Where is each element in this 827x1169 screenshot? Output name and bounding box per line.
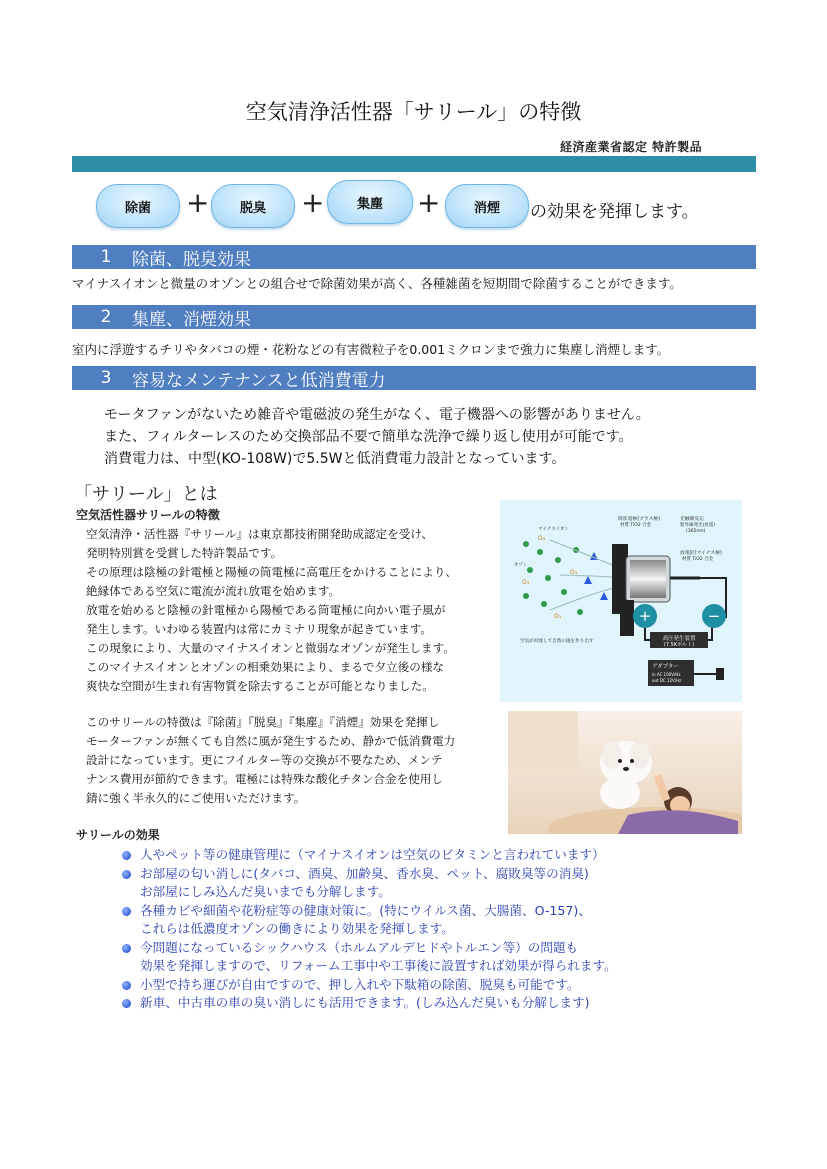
bullet-icon [122, 907, 131, 916]
paragraph-line: このマイナスイオンとオゾンの相乗効果により、まるで夕立後の様な [86, 660, 445, 674]
benefit-line: お部屋の匂い消しに(タバコ、酒臭、加齢臭、香水臭、ペット、腐敗臭等の消臭) [140, 865, 589, 881]
section-3-line: また、フィルターレスのため交換部品不要で簡単な洗浄で繰り返し使用が可能です。 [104, 429, 633, 445]
paragraph-line: 錆に強く半永久的にご使用いただけます。 [86, 791, 306, 805]
benefit-line: お部屋にしみ込んだ臭いまでも分解します。 [140, 884, 391, 899]
paragraph-line: ナンス費用が節約できます。電極には特殊な酸化チタン合金を使用し [86, 772, 443, 786]
plus-label: + [638, 607, 652, 625]
section-title: 除菌、脱臭効果 [132, 249, 251, 270]
needle-material-label: 材質 TiO2 合金 [682, 557, 714, 562]
benefit-line: 今問題になっているシックハウス（ホルムアルデヒドやトルエン等）の問題も [140, 939, 579, 955]
photo-illustration [508, 711, 742, 834]
wind-label: 空気が対流して自然の風を作り出す [520, 639, 594, 644]
benefits-heading: サリールの効果 [76, 828, 160, 842]
paragraph-line: 発生します。いわゆる装置内は常にカミナリ現象が起きています。 [86, 622, 432, 636]
photo-girl-with-dog [508, 711, 742, 834]
benefit-line: 新車、中古車の車の臭い消しにも活用できます。(しみ込んだ臭いも分解します) [140, 995, 590, 1010]
feature-paragraph-2 [86, 713, 506, 808]
section-2-header [72, 305, 756, 329]
benefit-line: 人やペット等の健康管理に（マイナスイオンは空気のビタミンと言われています） [140, 847, 605, 862]
effect-tagline: の効果を発揮します。 [530, 202, 699, 222]
ion-particles [522, 535, 608, 620]
certification-subtitle: 経済産業省認定 特許製品 [560, 140, 703, 154]
hv-volt-label: (7.5Kボルト) [663, 642, 695, 648]
svg-text:O₃: O₃ [570, 569, 578, 576]
bullet-icon [122, 870, 131, 879]
bullet-icon [122, 851, 131, 860]
plus-sign: + [301, 186, 325, 219]
section-title: 集塵、消煙効果 [132, 309, 251, 330]
benefit-item [120, 939, 617, 976]
benefits-list [120, 846, 617, 1013]
page-title: 空気清浄活性器「サリール」の特徴 [245, 100, 582, 124]
paragraph-line: 発明特別賞を受賞した特許製品です。 [86, 546, 283, 560]
ozone-label: オゾン [514, 563, 528, 568]
section-3-header [72, 366, 756, 390]
adapter-label: アダプター [652, 664, 679, 670]
section-title: 容易なメンテナンスと低消費電力 [132, 370, 386, 391]
effect-pill-sterilize: 除菌 [96, 184, 180, 228]
paragraph-line: このサリールの特徴は『除菌』『脱臭』『集塵』『消煙』効果を発揮し [86, 715, 440, 729]
section-3-line: 消費電力は、中型(KO-108W)で5.5Wと低消費電力設計となっています。 [104, 451, 566, 467]
section-3-line: モータファンがないため雑音や電磁波の発生がなく、電子機器への影響がありません。 [104, 407, 650, 423]
anode-label: 筒状電極(プラス極) [618, 517, 660, 522]
benefit-item [120, 902, 617, 939]
benefit-line: 各種カビや細菌や花粉症等の健康対策に。(特にウイルス菌、大腸菌、O-157)、 [140, 902, 591, 918]
anode-material-label: 材質 TiO2 合金 [620, 523, 652, 528]
adapter-out-label: out DC 12V/Hz [652, 678, 682, 683]
section-1-text: マイナスイオンと微量のオゾンとの組合せで除菌効果が高く、各種雑菌を短期間で除菌することができます。 [72, 276, 682, 291]
benefit-item [120, 846, 617, 865]
paragraph-line: 空気清浄・活性器『サリール』は東京都技術開発助成認定を受け、 [86, 527, 434, 541]
effect-pill-smoke: 消煙 [445, 184, 529, 228]
adapter-in-label: in AC 100V/Hz [652, 672, 681, 677]
light-label: 光触媒反応 [680, 517, 704, 522]
feature-heading: 空気活性器サリールの特徴 [76, 508, 220, 522]
benefit-line: 効果を発揮しますので、リフォーム工事中や工事後に設置すれば効果が得られます。 [140, 958, 617, 973]
hv-label: 高圧発生装置 [662, 636, 696, 642]
benefit-line: これらは低濃度オゾンの働きにより効果を発揮します。 [140, 921, 454, 936]
plus-sign: + [186, 186, 210, 219]
plus-sign: + [417, 186, 441, 219]
bullet-icon [122, 981, 131, 990]
paragraph-line: この現象により、大量のマイナスイオンと微弱なオゾンが発生します。 [86, 641, 455, 655]
benefit-line: 小型で持ち運びが自由ですので、押し入れや下駄箱の除菌、脱臭も可能です。 [140, 976, 580, 992]
minus-ion-label: マイナスイオン [538, 527, 570, 532]
feature-paragraph-1 [86, 525, 506, 696]
benefit-item [120, 994, 617, 1013]
paragraph-line: 絶縁体である空気に電流が流れ放電を始めます。 [86, 584, 341, 598]
bullet-icon [122, 944, 131, 953]
minus-label: − [707, 607, 721, 625]
plug [716, 668, 724, 680]
section-number: 2 [100, 307, 112, 327]
benefit-item [120, 976, 617, 995]
svg-text:O₃: O₃ [554, 613, 562, 620]
bullet-icon [122, 999, 131, 1008]
wavelength-label: (365nm) [686, 529, 706, 534]
benefit-item [120, 865, 617, 902]
svg-text:O₃: O₃ [522, 579, 530, 586]
paragraph-line: その原理は陰極の針電極と陽極の筒電極に高電圧をかけることにより、 [86, 565, 458, 579]
paragraph-line: モーターファンが無くても自然に風が発生するため、静かで低消費電力 [86, 734, 456, 748]
section-number: 1 [100, 247, 112, 267]
svg-text:O₃: O₃ [538, 535, 546, 542]
ionizer-diagram [500, 500, 742, 702]
uv-label: 紫外線発光(放電) [680, 523, 716, 528]
paragraph-line: 爽快な空間が生まれ有害物質を除去することが可能となりました。 [86, 679, 434, 693]
paragraph-line: 放電を始めると陰極の針電極から陽極である筒電極に向かい電子風が [86, 603, 446, 617]
section-2-text: 室内に浮遊するチリやタバコの煙・花粉などの有害微粒子を0.001ミクロンまで強力に集塵し消煙します。 [72, 342, 670, 357]
paragraph-line: 設計になっています。更にフイルター等の交換が不要なため、メンテ [86, 753, 443, 767]
diagram-svg [500, 500, 742, 702]
about-title: 「サリール」とは [74, 484, 218, 505]
effect-pill-deodorize: 脱臭 [211, 184, 295, 228]
header-divider [72, 156, 756, 172]
effect-pill-dust: 集塵 [327, 180, 413, 224]
section-number: 3 [100, 368, 112, 388]
needle-label: 放電針(マイナス極) [680, 551, 722, 556]
section-1-header [72, 245, 756, 269]
